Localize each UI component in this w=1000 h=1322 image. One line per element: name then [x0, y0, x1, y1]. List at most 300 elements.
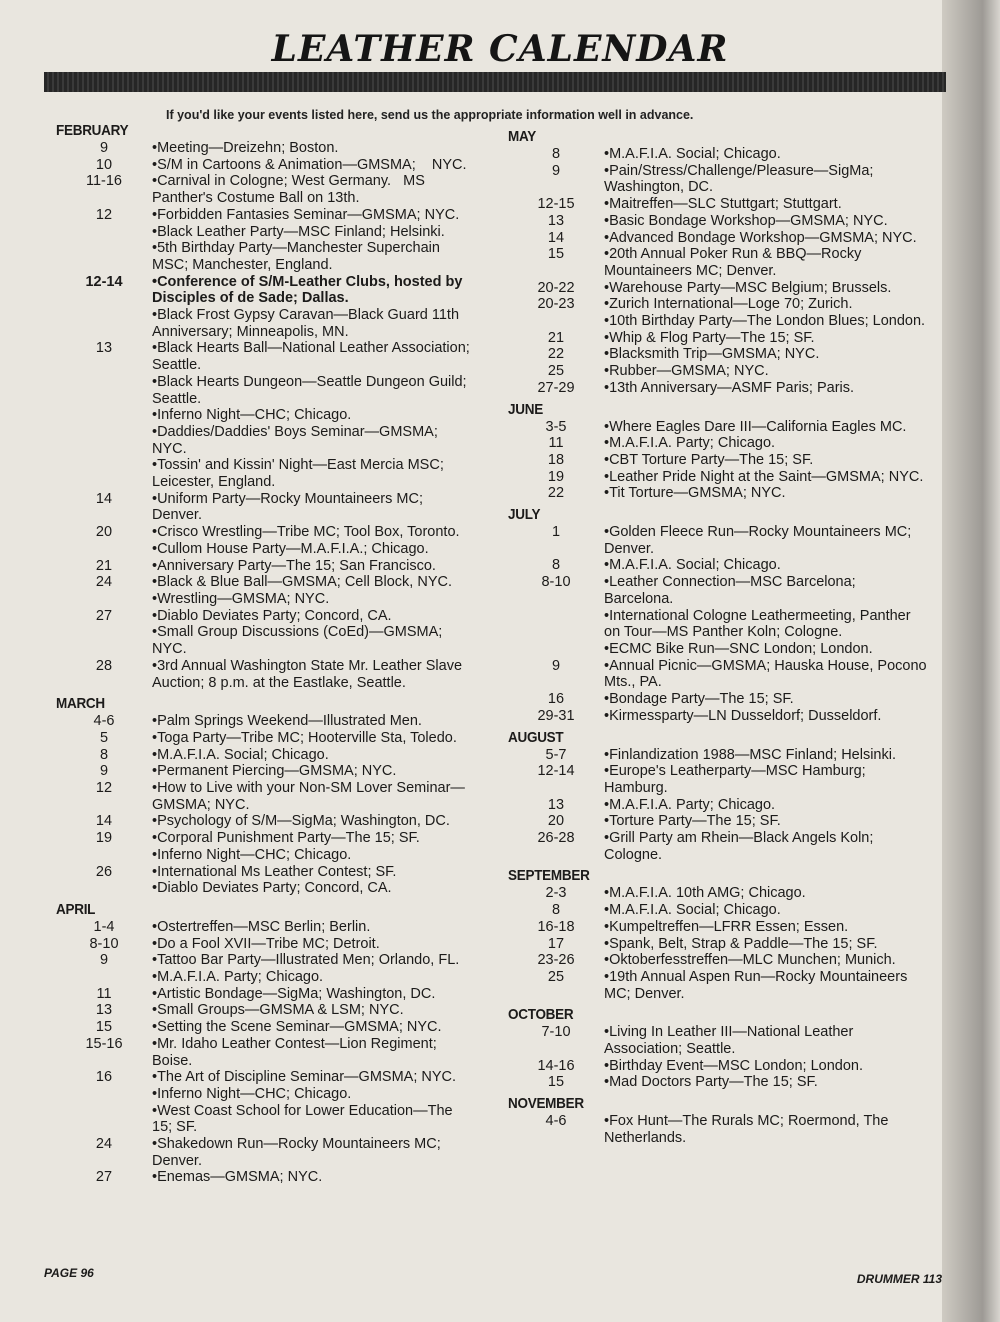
calendar-entry: [508, 363, 928, 380]
event-text: •Inferno Night—CHC; Chicago.: [152, 407, 352, 424]
event-text: •Oktoberfesstreffen—MLC Munchen; Munich.: [604, 952, 896, 969]
entry-events: [604, 435, 928, 452]
event-text: •Zurich International—Loge 70; Zurich.: [604, 296, 853, 313]
event-text: •Maitreffen—SLC Stuttgart; Stuttgart.: [604, 196, 842, 213]
calendar-entry: [56, 658, 476, 691]
event-text: •Forbidden Fantasies Seminar—GMSMA; NYC.: [152, 206, 460, 223]
month-heading: APRIL: [56, 900, 96, 918]
calendar-entry: [508, 435, 928, 452]
event-text: •Daddies/Daddies' Boys Seminar—GMSMA; NYC.: [152, 423, 438, 457]
event-text: •Small Group Discussions (CoEd)—GMSMA; NYC.: [152, 624, 443, 658]
entry-events: [604, 1113, 928, 1146]
entry-date: 9: [99, 952, 109, 969]
event-text: •Basic Bondage Workshop—GMSMA; NYC.: [604, 212, 888, 229]
calendar-entry: [508, 658, 928, 691]
entry-events: [152, 713, 476, 730]
calendar-entry: [56, 574, 476, 607]
entry-events: [604, 380, 928, 397]
event-text: •Uniform Party—Rocky Mountaineers MC; Denver.: [152, 490, 423, 524]
entry-date: 12: [95, 206, 113, 223]
entry-events: [604, 708, 928, 725]
entry-date: 22: [547, 485, 565, 502]
left-column: [56, 118, 476, 1186]
calendar-entry: [56, 763, 476, 780]
page-edge-shadow: [942, 0, 1000, 1322]
calendar-entry: [56, 157, 476, 174]
event-text: •The Art of Discipline Seminar—GMSMA; NYC.: [152, 1069, 457, 1086]
event-text: •Inferno Night—CHC; Chicago.: [152, 846, 352, 863]
event-text: •West Coast School for Lower Education—The 15; SF.: [152, 1102, 453, 1136]
entry-events: [604, 146, 928, 163]
month-heading: MARCH: [56, 695, 105, 713]
entry-events: [152, 1002, 476, 1019]
event-text: •Warehouse Party—MSC Belgium; Brussels.: [604, 279, 892, 296]
page-number: PAGE 96: [44, 1266, 94, 1280]
event-text: •CBT Torture Party—The 15; SF.: [604, 451, 814, 468]
right-column: [508, 124, 928, 1147]
calendar-entry: [508, 419, 928, 436]
event-text: •Living In Leather III—National Leather Association; Seattle.: [604, 1024, 854, 1058]
calendar-entry: [56, 274, 476, 307]
entry-events: [152, 1036, 476, 1069]
entry-events: [152, 1136, 476, 1169]
entry-events: [152, 1169, 476, 1186]
entry-date: 29-31: [537, 707, 575, 724]
event-text: •M.A.F.I.A. Social; Chicago.: [152, 746, 329, 763]
entry-date: 27: [95, 607, 113, 624]
entry-date: 2-3: [545, 885, 567, 902]
event-text: •Crisco Wrestling—Tribe MC; Tool Box, Toronto.: [152, 524, 460, 541]
entry-events: [152, 936, 476, 953]
calendar-entry: [508, 196, 928, 213]
event-text: •S/M in Cartoons & Animation—GMSMA; NYC.: [152, 156, 467, 173]
event-text: •M.A.F.I.A. Social; Chicago.: [604, 902, 781, 919]
entry-events: [152, 1019, 476, 1036]
entry-events: [152, 173, 476, 206]
entry-events: [152, 986, 476, 1003]
calendar-entry: [508, 380, 928, 397]
calendar-entry: [56, 1169, 476, 1186]
calendar-entry: [508, 230, 928, 247]
event-text: •Anniversary Party—The 15; San Francisco.: [152, 557, 436, 574]
calendar-entry: [56, 747, 476, 764]
entry-events: [604, 452, 928, 469]
entry-date: 15: [95, 1019, 113, 1036]
entry-date: 9: [551, 657, 561, 674]
entry-events: [152, 207, 476, 274]
entry-date: 13: [95, 1002, 113, 1019]
calendar-entry: [56, 140, 476, 157]
calendar-entry: [508, 557, 928, 574]
entry-date: 14: [547, 229, 565, 246]
calendar-entry: [56, 813, 476, 830]
entry-date: 24: [95, 1136, 113, 1153]
calendar-entry: [508, 452, 928, 469]
event-text: •Palm Springs Weekend—Illustrated Men.: [152, 713, 422, 730]
calendar-entry: [508, 813, 928, 830]
calendar-entry: [56, 730, 476, 747]
entry-date: 3-5: [545, 418, 567, 435]
entry-events: [604, 246, 928, 279]
entry-date: 20-23: [537, 296, 575, 313]
entry-date: 21: [95, 557, 113, 574]
event-text: •Kirmessparty—LN Dusseldorf; Dusseldorf.: [604, 707, 882, 724]
calendar-entry: [56, 986, 476, 1003]
entry-date: 9: [99, 763, 109, 780]
event-text: •Black Hearts Ball—National Leather Association; Seattle.: [152, 340, 470, 374]
event-text: •M.A.F.I.A. Party; Chicago.: [152, 969, 324, 986]
event-text: •Psychology of S/M—SigMa; Washington, DC.: [152, 813, 450, 830]
entry-events: [604, 902, 928, 919]
calendar-entry: [56, 830, 476, 863]
entry-date: 27: [95, 1169, 113, 1186]
calendar-entry: [56, 558, 476, 575]
entry-events: [152, 813, 476, 830]
event-text: •20th Annual Poker Run & BBQ—Rocky Mountaineers MC; Denver.: [604, 246, 862, 279]
calendar-entry: [508, 346, 928, 363]
entry-events: [604, 763, 928, 796]
event-text: •Enemas—GMSMA; NYC.: [152, 1169, 323, 1186]
calendar-entry: [508, 146, 928, 163]
calendar-entry: [508, 469, 928, 486]
entry-date: 19: [547, 468, 565, 485]
event-text: •M.A.F.I.A. Party; Chicago.: [604, 435, 776, 452]
event-text: •Diablo Deviates Party; Concord, CA.: [152, 880, 392, 897]
calendar-entry: [508, 885, 928, 902]
entry-events: [604, 296, 928, 329]
event-text: •Shakedown Run—Rocky Mountaineers MC; Denver.: [152, 1136, 441, 1169]
entry-date: 19: [95, 830, 113, 847]
entry-events: [152, 952, 476, 985]
entry-events: [604, 747, 928, 764]
intro-text: If you'd like your events listed here, send us the appropriate information well in advance.: [166, 108, 694, 122]
event-text: •Toga Party—Tribe MC; Hooterville Sta, Toledo.: [152, 729, 457, 746]
entry-events: [604, 524, 928, 557]
event-text: •International Ms Leather Contest; SF.: [152, 863, 397, 880]
event-text: •Mr. Idaho Leather Contest—Lion Regiment; Boise.: [152, 1035, 437, 1069]
entry-date: 8: [551, 557, 561, 574]
calendar-entry: [56, 340, 476, 490]
calendar-entry: [56, 1036, 476, 1069]
entry-date: 8: [551, 902, 561, 919]
calendar-entry: [56, 307, 476, 340]
calendar-entry: [508, 1074, 928, 1091]
entry-events: [604, 419, 928, 436]
entry-events: [604, 346, 928, 363]
entry-events: [604, 280, 928, 297]
event-text: •Inferno Night—CHC; Chicago.: [152, 1085, 352, 1102]
entry-events: [604, 969, 928, 1002]
entry-date: 8: [551, 146, 561, 162]
event-text: •Tossin' and Kissin' Night—East Mercia MSC; Leicester, England.: [152, 457, 444, 491]
calendar-entry: [508, 574, 928, 658]
month-heading: NOVEMBER: [508, 1095, 584, 1113]
entry-events: [604, 830, 928, 863]
entry-events: [604, 1058, 928, 1075]
calendar-entry: [508, 1058, 928, 1075]
entry-date: 4-6: [545, 1113, 567, 1130]
month-heading: OCTOBER: [508, 1006, 574, 1024]
entry-date: 17: [547, 935, 565, 952]
calendar-entry: [508, 296, 928, 329]
calendar-entry: [508, 246, 928, 279]
entry-events: [604, 196, 928, 213]
calendar-entry: [508, 485, 928, 502]
page-title: LEATHER CALENDAR: [271, 28, 729, 70]
entry-events: [604, 363, 928, 380]
entry-date: 16-18: [537, 918, 575, 935]
entry-date: 26-28: [537, 830, 575, 847]
event-text: •Setting the Scene Seminar—GMSMA; NYC.: [152, 1019, 442, 1036]
event-text: •19th Annual Aspen Run—Rocky Mountaineers MC; Denver.: [604, 968, 908, 1002]
calendar-entry: [56, 491, 476, 524]
magazine-issue: DRUMMER 113: [856, 1272, 942, 1286]
event-text: •Leather Connection—MSC Barcelona; Barcelona.: [604, 574, 856, 607]
month-heading: JUNE: [508, 400, 543, 418]
entry-events: [152, 307, 476, 340]
entry-events: [604, 885, 928, 902]
entry-events: [152, 747, 476, 764]
event-text: •Meeting—Dreizehn; Boston.: [152, 140, 339, 156]
entry-date: 11: [96, 985, 112, 1002]
entry-date: 10: [95, 156, 113, 173]
entry-date: 13: [547, 796, 565, 813]
calendar-entry: [56, 524, 476, 557]
entry-events: [604, 213, 928, 230]
entry-events: [604, 813, 928, 830]
entry-events: [152, 524, 476, 557]
event-text: •Corporal Punishment Party—The 15; SF.: [152, 830, 420, 847]
entry-events: [152, 274, 476, 307]
entry-events: [604, 163, 928, 196]
entry-date: 13: [547, 212, 565, 229]
month-heading: MAY: [508, 128, 536, 145]
entry-date: 12-15: [537, 196, 575, 213]
month-heading: JULY: [508, 506, 541, 524]
entry-date: 23-26: [537, 952, 575, 969]
entry-date: 15: [547, 246, 565, 263]
title-rule: [44, 72, 946, 92]
entry-date: 8-10: [89, 935, 119, 952]
event-text: •Golden Fleece Run—Rocky Mountaineers MC; Denver.: [604, 524, 912, 557]
calendar-entry: [56, 919, 476, 936]
calendar-entry: [508, 936, 928, 953]
event-text: •Birthday Event—MSC London; London.: [604, 1057, 863, 1074]
entry-date: 26: [95, 863, 113, 880]
entry-date: [56, 307, 152, 340]
entry-date: 22: [547, 346, 565, 363]
event-text: •Grill Party am Rhein—Black Angels Koln; Cologne.: [604, 830, 874, 863]
entry-date: 25: [547, 968, 565, 985]
entry-date: 1-4: [93, 918, 115, 935]
entry-date: 16: [95, 1069, 113, 1086]
event-text: •Tattoo Bar Party—Illustrated Men; Orlando, FL.: [152, 952, 460, 969]
entry-date: 20: [95, 524, 113, 541]
entry-events: [152, 558, 476, 575]
event-text: •Leather Pride Night at the Saint—GMSMA; NYC.: [604, 468, 924, 485]
entry-date: 20: [547, 813, 565, 830]
calendar-entry: [56, 713, 476, 730]
event-text: •Rubber—GMSMA; NYC.: [604, 363, 769, 380]
calendar-entry: [56, 864, 476, 897]
event-text: •Do a Fool XVII—Tribe MC; Detroit.: [152, 935, 380, 952]
calendar-entry: [508, 952, 928, 969]
entry-events: [604, 658, 928, 691]
calendar-entry: [56, 936, 476, 953]
event-text: •Conference of S/M-Leather Clubs, hosted by Disciples of de Sade; Dallas.: [152, 273, 463, 307]
event-text: •Black Hearts Dungeon—Seattle Dungeon Guild; Seattle.: [152, 373, 467, 407]
calendar-entry: [56, 1136, 476, 1169]
event-text: •M.A.F.I.A. 10th AMG; Chicago.: [604, 885, 806, 902]
calendar-entry: [56, 1069, 476, 1136]
entry-events: [604, 797, 928, 814]
entry-date: 11: [548, 435, 564, 452]
calendar-entry: [508, 213, 928, 230]
calendar-entry: [508, 830, 928, 863]
entry-events: [604, 469, 928, 486]
calendar-entry: [56, 173, 476, 206]
calendar-entry: [508, 797, 928, 814]
calendar-entry: [508, 747, 928, 764]
entry-date: 14: [95, 813, 113, 830]
entry-events: [152, 658, 476, 691]
entry-date: 5: [99, 729, 109, 746]
month-heading: AUGUST: [508, 728, 564, 746]
calendar-entry: [508, 280, 928, 297]
event-text: •Carnival in Cologne; West Germany. MS Panther's Costume Ball on 13th.: [152, 173, 425, 207]
entry-date: 7-10: [541, 1024, 571, 1041]
event-text: •M.A.F.I.A. Party; Chicago.: [604, 796, 776, 813]
calendar-entry: [56, 207, 476, 274]
entry-events: [152, 780, 476, 813]
event-text: •Europe's Leatherparty—MSC Hamburg; Hamburg.: [604, 763, 866, 796]
event-text: •Advanced Bondage Workshop—GMSMA; NYC.: [604, 229, 917, 246]
entry-date: 9: [99, 140, 109, 156]
event-text: •M.A.F.I.A. Social; Chicago.: [604, 557, 781, 574]
entry-events: [152, 763, 476, 780]
event-text: •ECMC Bike Run—SNC London; London.: [604, 640, 873, 657]
event-text: •Mad Doctors Party—The 15; SF.: [604, 1074, 818, 1091]
event-text: •3rd Annual Washington State Mr. Leather Slave Auction; 8 p.m. at the Eastlake, Seattle.: [152, 657, 463, 691]
entry-events: [604, 952, 928, 969]
entry-events: [152, 830, 476, 863]
event-text: •Tit Torture—GMSMA; NYC.: [604, 485, 786, 502]
entry-events: [604, 691, 928, 708]
month-heading: FEBRUARY: [56, 122, 129, 139]
entry-date: 28: [95, 657, 113, 674]
entry-date: 15: [547, 1074, 565, 1091]
entry-date: 21: [547, 329, 565, 346]
event-text: •Pain/Stress/Challenge/Pleasure—SigMa; Washington, DC.: [604, 162, 874, 196]
entry-date: 12: [95, 780, 113, 797]
calendar-entry: [508, 902, 928, 919]
entry-date: 25: [547, 363, 565, 380]
entry-events: [604, 1074, 928, 1091]
calendar-entry: [56, 1019, 476, 1036]
entry-events: [604, 919, 928, 936]
entry-events: [152, 919, 476, 936]
event-text: •Black Leather Party—MSC Finland; Helsinki.: [152, 223, 445, 240]
event-text: •Kumpeltreffen—LFRR Essen; Essen.: [604, 918, 849, 935]
entry-date: 4-6: [93, 713, 115, 730]
event-text: •10th Birthday Party—The London Blues; London.: [604, 313, 926, 330]
entry-date: 27-29: [537, 379, 575, 396]
calendar-entry: [508, 524, 928, 557]
entry-date: 14: [95, 490, 113, 507]
event-text: •Black & Blue Ball—GMSMA; Cell Block, NYC.: [152, 574, 452, 591]
entry-date: 11-16: [85, 173, 122, 190]
event-text: •Wrestling—GMSMA; NYC.: [152, 590, 330, 607]
event-text: •Finlandization 1988—MSC Finland; Helsinki.: [604, 746, 896, 763]
calendar-entry: [56, 780, 476, 813]
entry-events: [604, 330, 928, 347]
entry-events: [152, 1069, 476, 1136]
event-text: •How to Live with your Non-SM Lover Seminar—GMSMA; NYC.: [152, 780, 465, 813]
event-text: •Bondage Party—The 15; SF.: [604, 691, 794, 708]
event-text: •International Cologne Leathermeeting, Panther on Tour—MS Panther Koln; Cologne.: [604, 607, 911, 641]
entry-events: [152, 864, 476, 897]
calendar-entry: [508, 163, 928, 196]
event-text: •5th Birthday Party—Manchester Superchain MSC; Manchester, England.: [152, 240, 440, 273]
entry-events: [152, 157, 476, 174]
event-text: •Where Eagles Dare III—California Eagles MC.: [604, 418, 907, 435]
event-text: •Annual Picnic—GMSMA; Hauska House, Pocono Mts., PA.: [604, 657, 927, 691]
entry-date: 8: [99, 746, 109, 763]
event-text: •Diablo Deviates Party; Concord, CA.: [152, 607, 392, 624]
calendar-entry: [508, 691, 928, 708]
entry-events: [152, 340, 476, 490]
entry-date: 12-14: [85, 273, 123, 290]
entry-date: 16: [547, 691, 565, 708]
entry-date: 18: [547, 451, 565, 468]
month-heading: SEPTEMBER: [508, 867, 590, 885]
entry-date: 9: [551, 162, 561, 179]
event-text: •Artistic Bondage—SigMa; Washington, DC.: [152, 985, 436, 1002]
entry-date: 12-14: [537, 763, 575, 780]
calendar-entry: [56, 608, 476, 658]
calendar-entry: [508, 919, 928, 936]
entry-date: 13: [95, 340, 113, 357]
entry-date: 14-16: [537, 1057, 575, 1074]
entry-events: [152, 730, 476, 747]
event-text: •Torture Party—The 15; SF.: [604, 813, 781, 830]
entry-events: [604, 485, 928, 502]
calendar-entry: [56, 952, 476, 985]
entry-events: [604, 230, 928, 247]
entry-events: [152, 608, 476, 658]
entry-events: [152, 491, 476, 524]
calendar-entry: [508, 1113, 928, 1146]
calendar-entry: [508, 708, 928, 725]
entry-events: [604, 936, 928, 953]
event-text: •Whip & Flog Party—The 15; SF.: [604, 329, 815, 346]
entry-date: 20-22: [537, 279, 575, 296]
event-text: •Ostertreffen—MSC Berlin; Berlin.: [152, 918, 371, 935]
event-text: •M.A.F.I.A. Social; Chicago.: [604, 146, 781, 162]
entry-events: [604, 557, 928, 574]
entry-events: [152, 574, 476, 607]
calendar-entry: [508, 969, 928, 1002]
calendar-entry: [508, 763, 928, 796]
entry-date: 24: [95, 574, 113, 591]
entry-events: [604, 574, 928, 658]
entry-events: [604, 1024, 928, 1057]
event-text: •13th Anniversary—ASMF Paris; Paris.: [604, 379, 855, 396]
event-text: •Black Frost Gypsy Caravan—Black Guard 11th Anniversary; Minneapolis, MN.: [152, 307, 460, 340]
event-text: •Fox Hunt—The Rurals MC; Roermond, The Netherlands.: [604, 1113, 889, 1146]
entry-date: 5-7: [545, 746, 567, 763]
event-text: •Small Groups—GMSMA & LSM; NYC.: [152, 1002, 404, 1019]
